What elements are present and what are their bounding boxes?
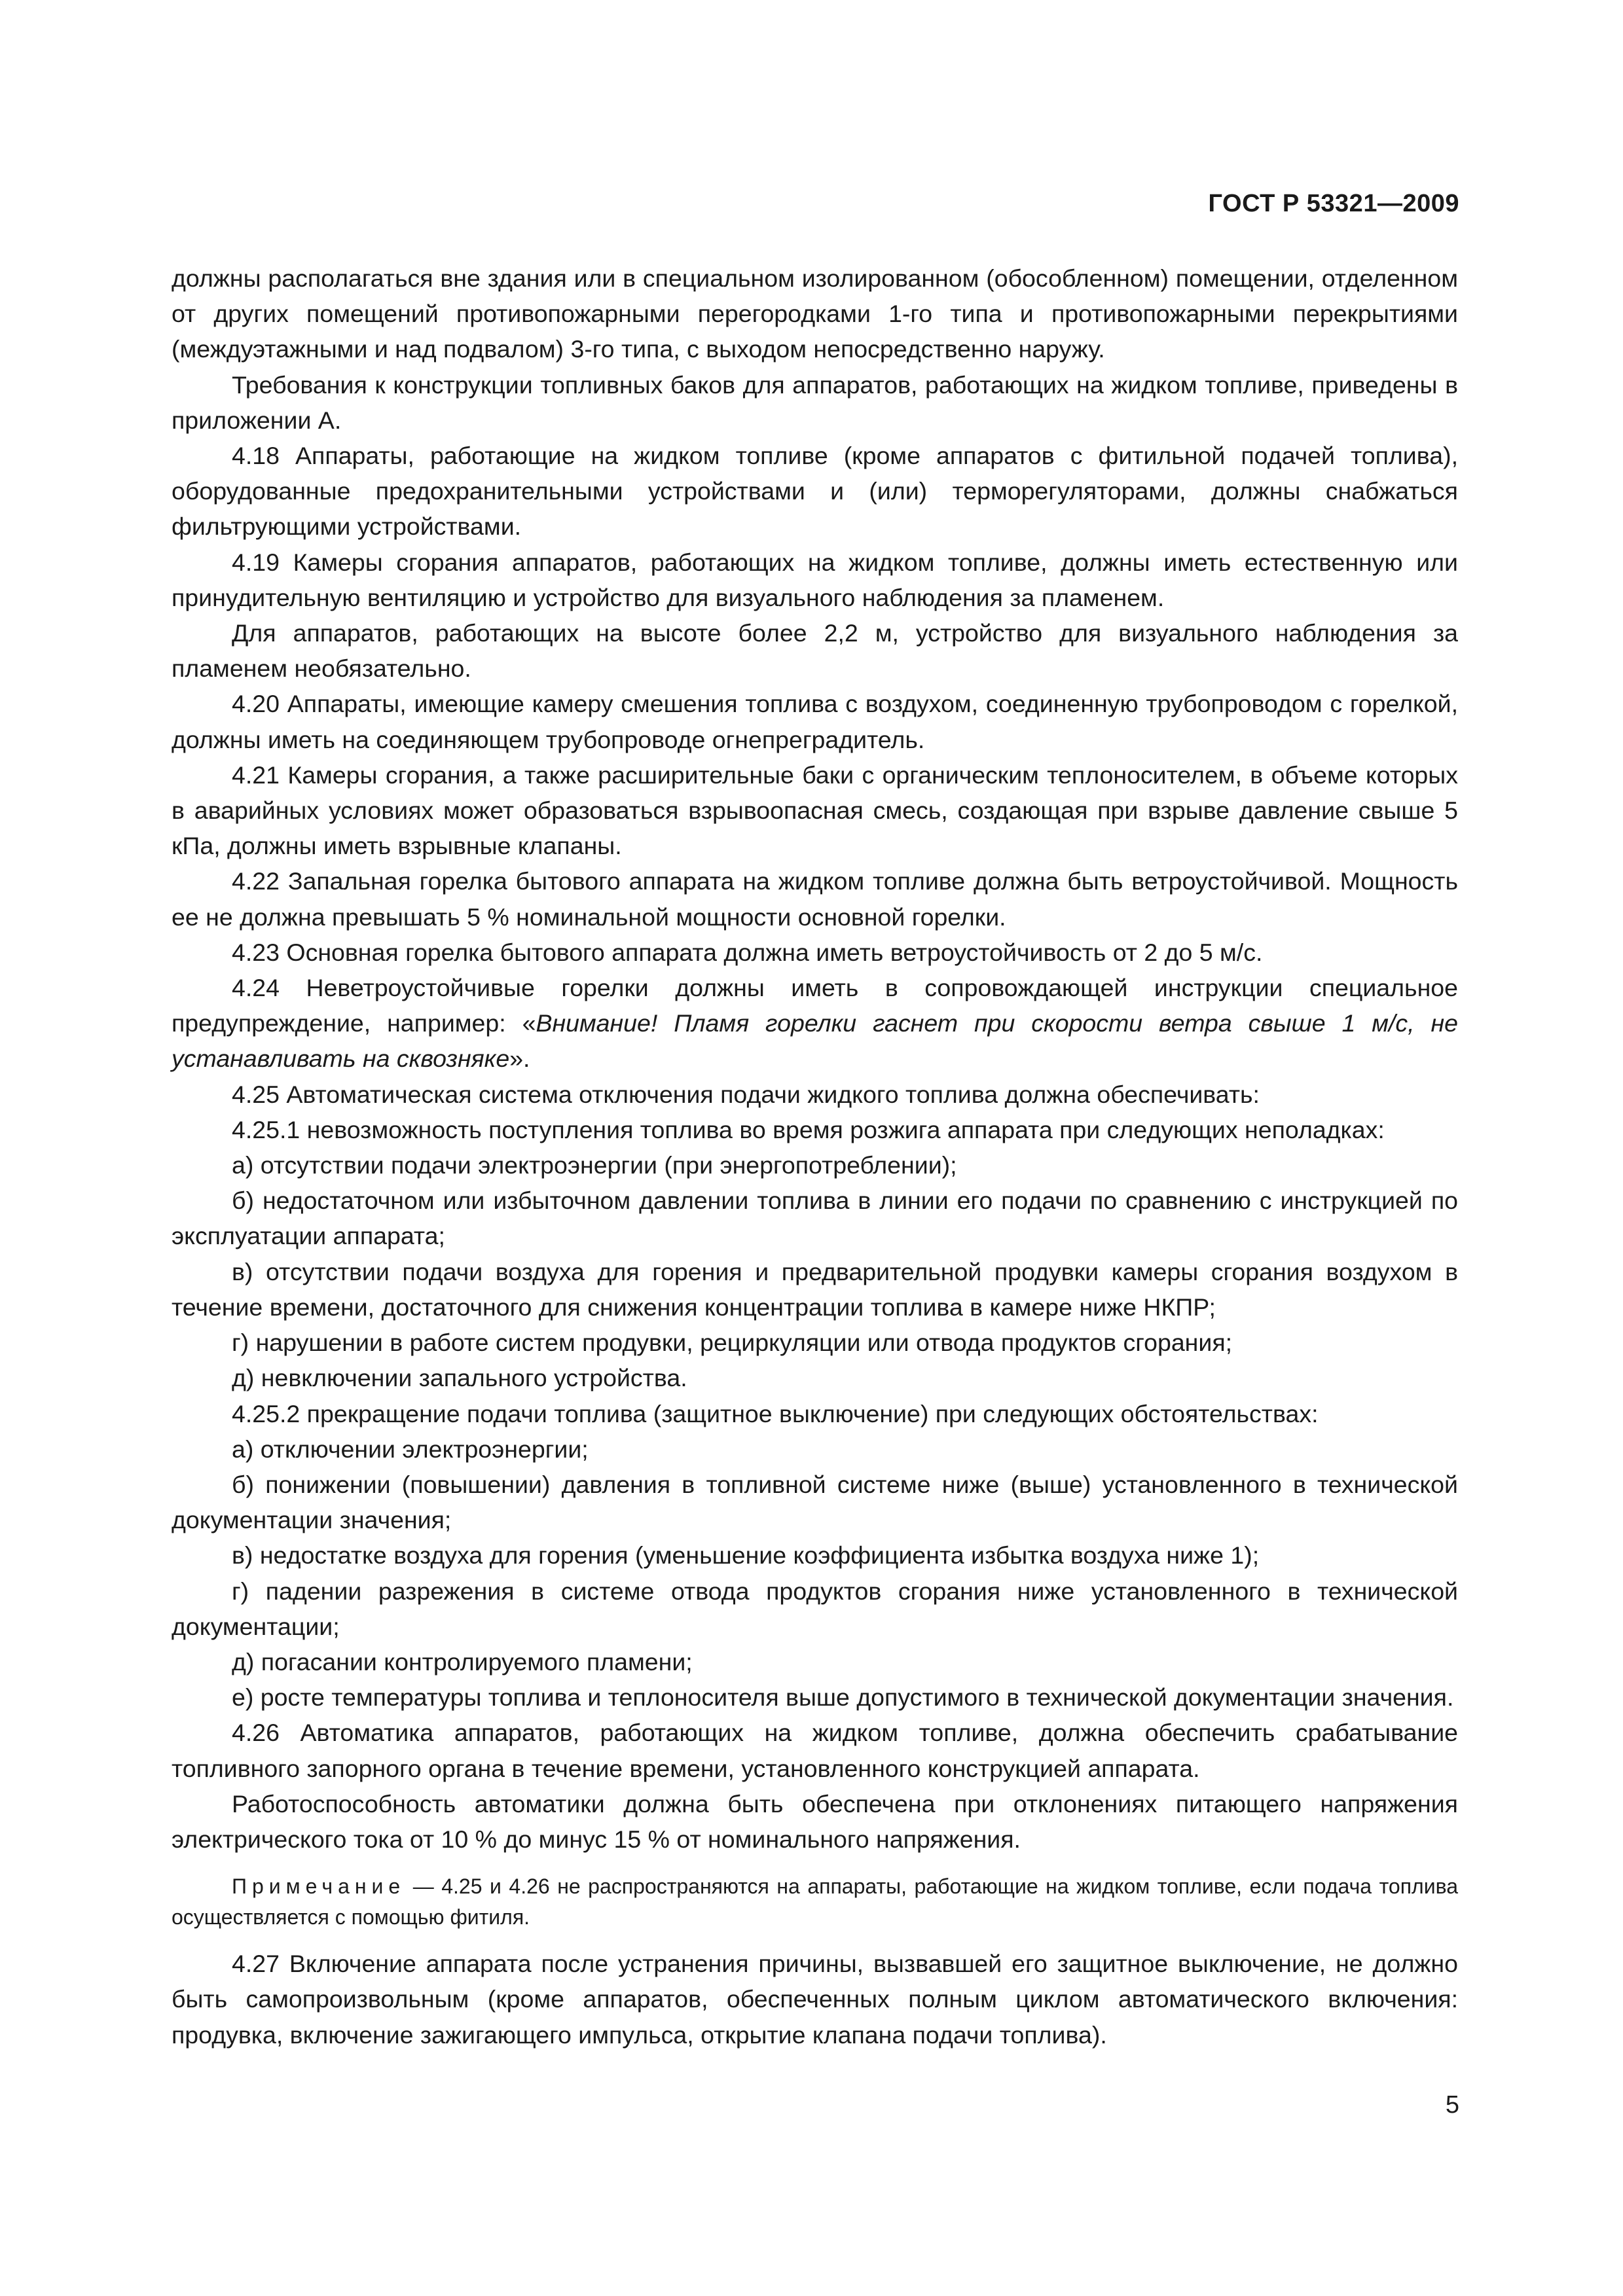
clause-4-18: 4.18 Аппараты, работающие на жидком топливе (кроме аппаратов с фитильной подачей топлива), оборудованные предохранительными устройствами и (или) терморегуляторами, должны снабжаться фильтрующими устройствами. — [172, 442, 1458, 541]
document-body — [172, 260, 1458, 2053]
clause-4-25-1: 4.25.1 невозможность поступления топлива во время розжига аппарата при следующих неполадках: — [232, 1115, 1385, 1143]
note — [172, 1871, 1458, 1933]
clause-4-24-text: 4.24 Неветроустойчивые горелки должны иметь в сопровождающей инструкции специальное предупреждение, например: « — [172, 974, 1458, 1037]
clause-4-25-2: 4.25.2 прекращение подачи топлива (защитное выключение) при следующих обстоятельствах: — [232, 1399, 1319, 1427]
list-item: г) падении разрежения в системе отвода продуктов сгорания ниже установленного в технической документации; — [172, 1577, 1458, 1640]
clause-4-27: 4.27 Включение аппарата после устранения причины, вызвавшей его защитное выключение, не должно быть самопроизвольным (кроме аппаратов, обеспеченных полным циклом автоматического включения: продувка, включение зажигающего импульса, открытие клапана подачи топлива). — [172, 1950, 1458, 2049]
clause-4-25: 4.25 Автоматическая система отключения подачи жидкого топлива должна обеспечивать: — [232, 1080, 1260, 1108]
paragraph: Для аппаратов, работающих на высоте более 2,2 м, устройство для визуального наблюдения за пламенем необязательно. — [172, 619, 1458, 683]
list-item: д) погасании контролируемого пламени; — [232, 1647, 693, 1676]
list-item: в) отсутствии подачи воздуха для горения и предварительной продувки камеры сгорания воздухом в течение времени, достаточного для снижения концентрации топлива в камере ниже НКПР; — [172, 1257, 1458, 1321]
clause-4-21: 4.21 Камеры сгорания, а также расширительные баки с органическим теплоносителем, в объеме которых в аварийных условиях может образоваться взрывоопасная смесь, создающая при взрыве давление свыше 5 кПа, должны иметь взрывные клапаны. — [172, 761, 1458, 860]
page-number: 5 — [1445, 2091, 1459, 2119]
note-text: — 4.25 и 4.26 не распространяются на аппараты, работающие на жидком топливе, если подача топлива осуществляется с помощью фитиля. — [172, 1874, 1458, 1929]
clause-4-20: 4.20 Аппараты, имеющие камеру смешения топлива с воздухом, соединенную трубопроводом с горелкой, должны иметь на соединяющем трубопроводе огнепреградитель. — [172, 690, 1458, 753]
clause-4-19: 4.19 Камеры сгорания аппаратов, работающих на жидком топливе, должны иметь естественную или принудительную вентиляцию и устройство для визуального наблюдения за пламенем. — [172, 548, 1458, 611]
document-code: ГОСТ Р 53321—2009 — [1208, 190, 1459, 217]
paragraph: должны располагаться вне здания или в специальном изолированном (обособленном) помещении, отделенном от других помещений противопожарными перегородками 1-го типа и противопожарными перекрытиями (междуэтажными и над подвалом) 3-го типа, с выходом непосредственно наружу. — [172, 264, 1458, 363]
list-item: а) отключении электроэнергии; — [232, 1435, 589, 1463]
paragraph: Требования к конструкции топливных баков для аппаратов, работающих на жидком топливе, приведены в приложении А. — [172, 370, 1458, 434]
list-item: в) недостатке воздуха для горения (уменьшение коэффициента избытка воздуха ниже 1); — [232, 1541, 1260, 1570]
list-item: г) нарушении в работе систем продувки, рециркуляции или отвода продуктов сгорания; — [232, 1329, 1233, 1357]
list-item: б) недостаточном или избыточном давлении топлива в линии его подачи по сравнению с инструкцией по эксплуатации аппарата; — [172, 1187, 1458, 1250]
list-item: е) росте температуры топлива и теплоносителя выше допустимого в технической документации значения. — [232, 1683, 1454, 1712]
list-item: а) отсутствии подачи электроэнергии (при энергопотреблении); — [232, 1151, 957, 1179]
warning-quote: Внимание! Пламя горелки гаснет при скорости ветра свыше 1 м/с, не устанавливать на сквозняке — [172, 1009, 1458, 1073]
clause-4-23: 4.23 Основная горелка бытового аппарата должна иметь ветроустойчивость от 2 до 5 м/с. — [232, 938, 1263, 966]
clause-4-26: 4.26 Автоматика аппаратов, работающих на жидком топливе, должна обеспечить срабатывание топливного запорного органа в течение времени, установленного конструкцией аппарата. — [172, 1719, 1458, 1782]
note-label: Примечание — [232, 1874, 406, 1899]
clause-4-22: 4.22 Запальная горелка бытового аппарата на жидком топливе должна быть ветроустойчивой. Мощность ее не должна превышать 5 % номинальной мощности основной горелки. — [172, 867, 1458, 931]
paragraph: Работоспособность автоматики должна быть обеспечена при отклонениях питающего напряжения электрического тока от 10 % до минус 15 % от номинального напряжения. — [172, 1789, 1458, 1853]
list-item: д) невключении запального устройства. — [232, 1364, 687, 1392]
clause-4-24 — [172, 970, 1458, 1077]
list-item: б) понижении (повышении) давления в топливной системе ниже (выше) установленного в технической документации значения; — [172, 1470, 1458, 1534]
quote-close: ». — [509, 1045, 530, 1073]
